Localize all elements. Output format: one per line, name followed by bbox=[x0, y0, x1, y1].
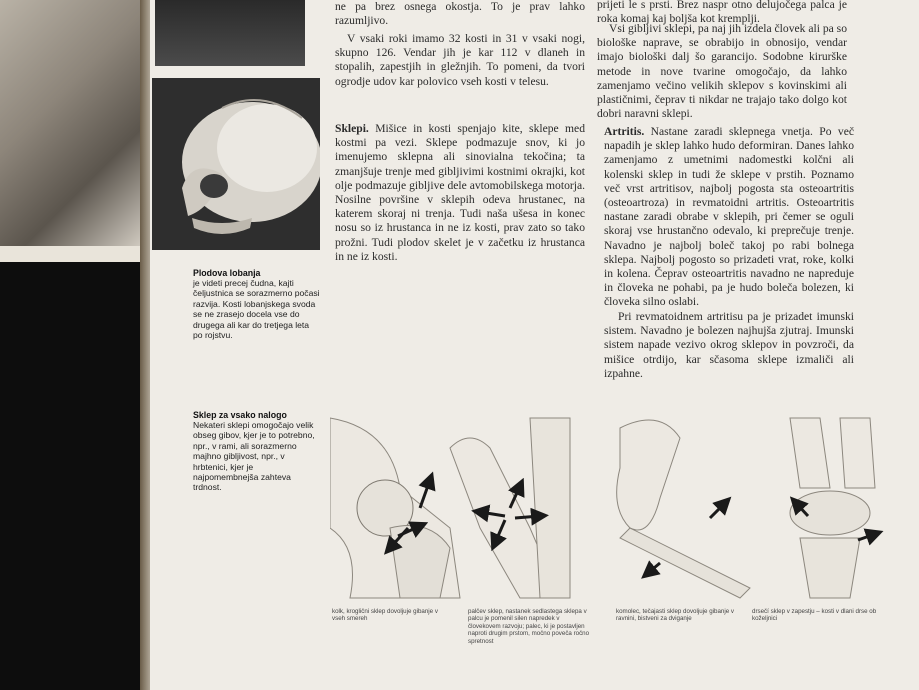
sklepi-heading: Sklepi. bbox=[335, 122, 369, 135]
thumb-joint-drawing bbox=[450, 418, 570, 598]
joint-caption-wrist: drsečí sklep v zapestju – kosti v dlani drse ob koželjnici bbox=[752, 608, 877, 623]
joints-caption-text: Nekateri sklepi omogočajo velik obseg gibov, kjer je to potrebno, npr., v rami, ali sorazmerno majhno gibljivost, npr., v hrbtenici, kjer je najpomembnejša zahteva trdnost. bbox=[193, 420, 315, 493]
fetal-skull-photo bbox=[152, 78, 320, 250]
joints-caption bbox=[193, 410, 321, 493]
artritis-text: Nastane zaradi sklepnega vnetja. Po več napadih je sklep lahko hudo deformiran. Danes lahko zamenjamo z umetnimi nadomestki kolčni ali kolenski sklep in tudi že sklepe v prstih. Poznamo več vrst artritisov, najbolj pogosta sta osteoartritis (osteoartroza) in revmatoidni artritis. Osteoartritis nastane zaradi obrabe v sklepih, pri čemer se oguli skoraj vse hrustančno odevalo, ki preprečuje trenje. Navadno je najbolj boleč takoj po rabi bolnega sklepa. Najbolj pogosto so prizadeti vrat, roke, kolki in kolena. Čeprav osteoartritis navadno ne napreduje in človeka ne pohabi, pa je hudo boleča bolezen, ki človeka silno oslabi. bbox=[604, 125, 854, 309]
sklepi-text: Mišice in kosti spenjajo kite, sklepe med kostmi pa vezi. Sklepe podmazuje snov, ki jo imenujemo sklepna ali sinovialna tekočina; ta zmanjšuje trenje med gibljivimi kostnimi okrajki, kot olje podmazuje gibljive dele avtomobilskega motorja. Nosilne površine v sklepih odeva hrustanec, na katerem skoraj ni trenja. Tudi naša ušesa in konec nosu so iz hrustanca in ne iz kosti, prav zato so tako prožni. Tudi plodov skelet je v začetku iz hrustanca in ne iz kosti. bbox=[335, 122, 586, 263]
skull-illustration bbox=[152, 78, 320, 250]
right-paragraph-2: Vsi gibljivi sklepi, pa naj jih izdela človek ali pa so biološke naprave, se obrabijo in obnosijo, vendar imajo biološki dalj šo garancijo. Sodobne kirurške metode in nove tvarine omogočajo, da lahko zamenjamo večino velikih sklepov s kovinskimi ali plastičnimi, čeprav ti nikdar ne trajajo tako dolgo kot dobri naravni sklepi. bbox=[597, 22, 847, 121]
center-paragraph-2: V vsaki roki imamo 32 kosti in 31 v vsaki nogi, skupno 126. Vendar jih je kar 112 v dlaneh in stopalih, zapestjih in gležnjih. To pomeni, da tvori ogrodje udov kar polovico vseh kosti v telesu. bbox=[335, 32, 585, 88]
joints-caption-title: Sklep za vsako nalogo bbox=[193, 410, 287, 420]
photo-top bbox=[155, 0, 305, 66]
joint-caption-elbow: komolec, tečajasti sklep dovoljuje gibanje v ravnini, bistveni za dviganje bbox=[616, 608, 734, 623]
right-paragraph-1: prijeti le s prsti. Brez naspr otno delujočega palca je roka komaj kaj boljša kot kremplji. bbox=[597, 0, 847, 26]
skull-caption bbox=[193, 268, 321, 340]
artritis-heading: Artritis. bbox=[604, 125, 645, 138]
left-photo-page bbox=[0, 0, 148, 690]
right-paragraph-4: Pri revmatoidnem artritisu pa je prizadet imunski sistem. Navadno je bolezen najhujša zjutraj. Imunski sistem napade vezivo okrog sklepov in povzroči, da mišice otrdijo, kar sčasoma sklepe izmaliči ali izpahne. bbox=[604, 310, 854, 380]
joint-caption-hip: kolk, kroglični sklep dovoljuje gibanje v vseh smereh bbox=[332, 608, 438, 623]
hip-joint-drawing bbox=[330, 418, 460, 598]
hands-photo bbox=[0, 0, 140, 246]
wrist-joint-drawing bbox=[790, 418, 875, 598]
skull-caption-text: je videti precej čudna, kajti čeljustnica se sorazmerno počasi razvija. Kosti lobanjskega svoda se ne zrasejo docela vse do drugega ali kar do tretjega leta po rojstvu. bbox=[193, 278, 320, 341]
joint-drawings bbox=[330, 408, 915, 603]
elbow-joint-drawing bbox=[617, 420, 750, 598]
dark-photo-area bbox=[0, 262, 140, 690]
skull-caption-title: Plodova lobanja bbox=[193, 268, 261, 278]
center-paragraph-1: ne pa brez osnega okostja. To je prav lahko razumljivo. bbox=[335, 0, 585, 28]
sklepi-paragraph bbox=[335, 122, 585, 264]
artritis-paragraph bbox=[604, 125, 854, 310]
joint-caption-thumb: palčev sklep, nastanek sedlastega sklepa v palcu je pomenil silen napredek v človekovem razvoju; palec, ki je postavljen naproti drugim prstom, močno poveča ročno spretnost bbox=[468, 608, 590, 645]
